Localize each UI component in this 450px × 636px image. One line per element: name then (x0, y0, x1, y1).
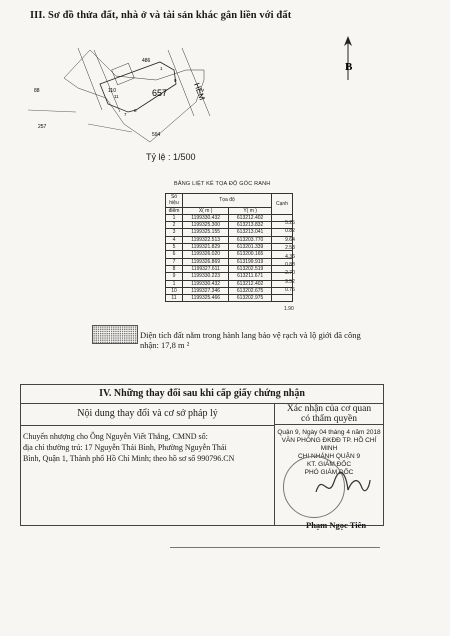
office-line2: CHI NHÁNH QUẬN 9 (297, 453, 361, 460)
coord-x: 1199321.829 (183, 244, 229, 251)
signature-image (312, 470, 372, 500)
map-label-8: 8 (134, 108, 137, 113)
divider-line (170, 547, 380, 548)
coord-y: 613212.402 (229, 214, 272, 221)
changes-content (21, 426, 275, 525)
edge-length: 9.52 (285, 278, 295, 285)
coord-y: 613203.770 (229, 236, 272, 243)
col-x: X( m ) (183, 207, 229, 214)
transfer-line2: địa chỉ thường trú: 17 Nguyễn Thái Bình, Phường Nguyễn Thái (23, 443, 227, 452)
coord-point: 2 (166, 222, 183, 229)
edge-length: 2.70 (285, 270, 295, 277)
coord-point: 9 (166, 273, 183, 280)
map-label-110: 110 (108, 88, 116, 94)
office-line1: VĂN PHÒNG ĐKĐĐ TP. HỒ CHÍ MINH (281, 437, 377, 452)
coord-row (166, 273, 293, 280)
coord-x: 1199330.432 (183, 214, 229, 221)
transfer-text (23, 431, 271, 464)
coord-x: 1199330.432 (183, 280, 229, 287)
coordinate-table (165, 193, 293, 302)
changes-col-right-header (275, 403, 383, 425)
coord-x: 1199325.466 (183, 295, 229, 302)
coord-x: 1199327.346 (183, 287, 229, 294)
col-right-line1: Xác nhận của cơ quan (286, 404, 372, 414)
coord-y: 613200.165 (229, 251, 272, 258)
coord-y: 613211.671 (229, 273, 272, 280)
signer-name: Phạm Ngọc Tiên (306, 520, 367, 530)
protected-area-note: Diện tích đất nằm trong hành lang bảo vệ rạch và lộ giới đã công nhận: 17,8 m ² (140, 330, 361, 350)
coord-y: 613213.832 (229, 222, 272, 229)
col-point2: điểm (166, 207, 183, 214)
coord-point: 1 (166, 280, 183, 287)
office-line4: PHÓ GIÁM ĐỐC (304, 469, 354, 476)
edge-length: 2.53 (285, 245, 295, 252)
edge-last: 1.90 (284, 306, 294, 312)
col-right-line2: có thẩm quyền (301, 414, 357, 424)
edge-length: 0.76 (285, 287, 295, 294)
col-edge: Cạnh (272, 194, 293, 215)
coord-row (166, 287, 293, 294)
coord-row (166, 244, 293, 251)
edge-length: 9.64 (285, 236, 295, 243)
map-label-1: 1 (160, 66, 163, 71)
map-label-594: 594 (152, 132, 161, 138)
coord-row (166, 214, 293, 221)
section4-title: IV. Những thay đổi sau khi cấp giấy chứng nhận (21, 385, 383, 404)
col-coords: Tọa độ (183, 194, 272, 208)
north-arrow-icon (336, 34, 360, 84)
map-label-11: 11 (114, 94, 119, 99)
coord-row (166, 295, 293, 302)
map-label-88: 88 (34, 88, 40, 94)
coord-point: 7 (166, 258, 183, 265)
map-label-257: 257 (38, 124, 47, 130)
coord-x: 1199325.300 (183, 222, 229, 229)
map-label-486: 486 (142, 58, 151, 64)
coord-y: 613199.919 (229, 258, 272, 265)
coord-y: 613202.975 (229, 295, 272, 302)
coord-row (166, 229, 293, 236)
col-y: Y( m ) (229, 207, 272, 214)
coord-row (166, 222, 293, 229)
coord-row (166, 265, 293, 272)
road-label: HẺM (192, 81, 207, 102)
coord-point: 10 (166, 287, 183, 294)
edge-length: 0.88 (285, 261, 295, 268)
office-line3: KT. GIÁM ĐỐC (306, 461, 352, 468)
coord-x: 1199326.020 (183, 251, 229, 258)
map-label-9: 9 (174, 78, 177, 83)
coord-point: 3 (166, 229, 183, 236)
edge-length: 5.25 (285, 220, 295, 226)
coord-y: 613202.519 (229, 265, 272, 272)
edge-length: 0.82 (285, 228, 295, 235)
coord-x: 1199330.223 (183, 273, 229, 280)
transfer-line3: Bình, Quận 1, Thành phố Hồ Chí Minh; theo hồ sơ số 990796.CN (23, 454, 235, 463)
protected-area-legend (92, 325, 138, 344)
coord-y: 613201.339 (229, 244, 272, 251)
coord-row (166, 236, 293, 243)
coord-x: 1199326.869 (183, 258, 229, 265)
transfer-line1: Chuyển nhượng cho Ông Nguyễn Viết Thắng, CMND số: (23, 432, 208, 441)
north-label: B (345, 61, 353, 73)
coord-edge-cell (272, 295, 293, 302)
section3-title: III. Sơ đồ thửa đất, nhà ở và tài sản khác gắn liền với đất (30, 10, 292, 21)
coord-y: 613202.675 (229, 287, 272, 294)
coord-x: 1199322.513 (183, 236, 229, 243)
edge-lengths (282, 219, 298, 295)
coord-y: 613212.402 (229, 280, 272, 287)
coord-point: 11 (166, 295, 183, 302)
col-point: Số hiệu (166, 194, 183, 208)
edge-length: 4.36 (285, 253, 295, 260)
land-plot-map (28, 40, 258, 150)
plot-number: 657 (152, 88, 168, 98)
coord-point: 8 (166, 265, 183, 272)
map-scale: Tỷ lệ : 1/500 (146, 152, 196, 162)
changes-col-left-header: Nội dung thay đổi và cơ sở pháp lý (21, 403, 275, 426)
coord-x: 1199325.155 (183, 229, 229, 236)
coord-point: 5 (166, 244, 183, 251)
coord-row (166, 251, 293, 258)
coord-point: 1 (166, 214, 183, 221)
coord-point: 6 (166, 251, 183, 258)
coord-row (166, 280, 293, 287)
coord-x: 1199327.611 (183, 265, 229, 272)
coord-row (166, 258, 293, 265)
coord-y: 613213.041 (229, 229, 272, 236)
map-label-7: 7 (124, 112, 127, 117)
confirm-date: Quận 9, Ngày 04 tháng 4 năm 2018 (277, 429, 381, 436)
coord-table-title: BẢNG LIỆT KÊ TỌA ĐỘ GÓC RANH (174, 181, 271, 187)
coord-point: 4 (166, 236, 183, 243)
